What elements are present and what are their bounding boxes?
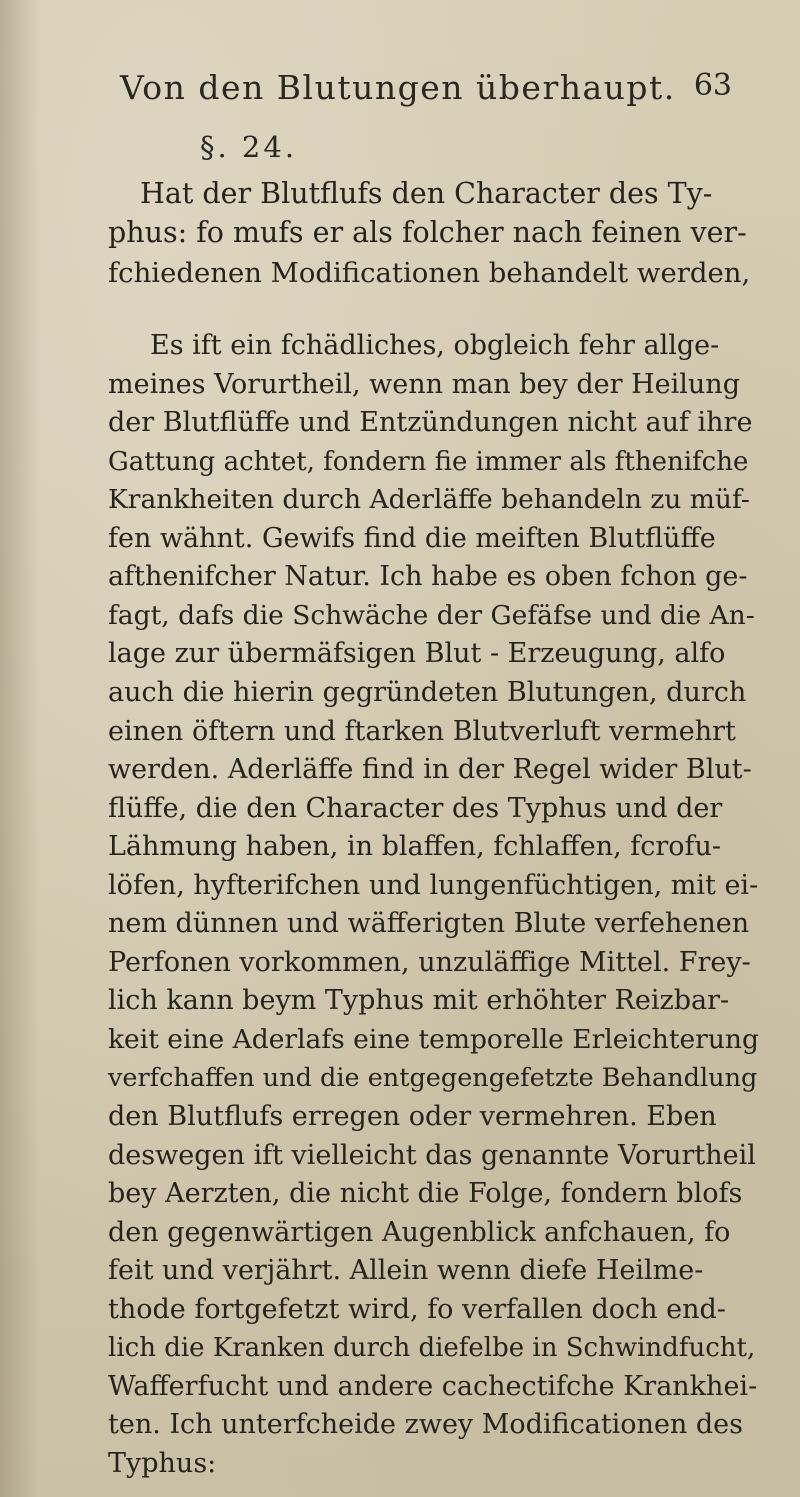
text-line: phus: fo mufs er als folcher nach feinen ver- — [108, 216, 747, 249]
running-head — [120, 68, 732, 112]
text-line: keit eine Aderlafs eine temporelle Erleichterung — [108, 1024, 759, 1055]
text-line: feit und verjährt. Allein wenn diefe Heilme- — [108, 1255, 704, 1286]
text-line: den gegenwärtigen Augenblick anfchauen, fo — [108, 1217, 731, 1248]
text-line: lage zur übermäfsigen Blut - Erzeugung, alfo — [108, 638, 726, 669]
text-line: Wafferfucht und andere cachectifche Krankhei- — [108, 1371, 758, 1402]
text-line: auch die hierin gegründeten Blutungen, durch — [108, 677, 747, 708]
text-line: Perfonen vorkommen, unzuläffige Mittel. Frey- — [108, 947, 751, 978]
text-line: Gattung achtet, fondern fie immer als fthenifche — [108, 447, 749, 477]
text-line: werden. Aderläffe find in der Regel wider Blut- — [108, 754, 752, 785]
section-heading: §. 24. — [200, 130, 298, 164]
text-line: nem dünnen und wäfferigten Blute verfehenen — [108, 908, 750, 939]
text-line: afthenifcher Natur. Ich habe es oben fchon ge- — [108, 561, 748, 592]
text-line: der Blutflüffe und Entzündungen nicht auf ihre — [108, 407, 753, 438]
text-line: lich die Kranken durch diefelbe in Schwindfucht, — [108, 1333, 756, 1363]
text-line: flüffe, die den Character des Typhus und der — [108, 793, 723, 824]
text-line: fen wähnt. Gewifs find die meiften Blutflüffe — [108, 523, 716, 554]
text-line: ten. Ich unterfcheide zwey Modificationen des — [108, 1409, 744, 1440]
text-line: Lähmung haben, in blaffen, fchlaffen, fcrofu- — [108, 831, 722, 862]
text-line: fchiedenen Modificationen behandelt werden, — [108, 257, 751, 289]
text-line: Es ift ein fchädliches, obgleich fehr allge- — [150, 330, 720, 361]
text-line: Hat der Blutflufs den Character des Ty- — [140, 177, 713, 210]
page-edge-shadow — [0, 0, 40, 1497]
text-line: löfen, hyfterifchen und lungenfüchtigen, mit ei- — [108, 870, 759, 901]
text-line: meines Vorurtheil, wenn man bey der Heilung — [108, 369, 740, 400]
text-line: den Blutflufs erregen oder vermehren. Eben — [108, 1101, 717, 1132]
text-line: lich kann beym Typhus mit erhöhter Reizbar- — [108, 985, 730, 1016]
text-line: deswegen ift vielleicht das genannte Vorurtheil — [108, 1140, 756, 1171]
text-line: einen öftern und ftarken Blutverluft vermehrt — [108, 716, 736, 747]
text-line: Krankheiten durch Aderläffe behandeln zu müf- — [108, 484, 750, 515]
text-line: verfchaffen und die entgegengefetzte Behandlung — [108, 1063, 758, 1093]
text-line: Typhus: — [108, 1448, 217, 1479]
running-head-title: Von den Blutungen überhaupt. — [120, 68, 676, 107]
text-line: thode fortgefetzt wird, fo verfallen doch end- — [108, 1294, 726, 1325]
text-line: fagt, dafs die Schwäche der Gefäfse und die An- — [108, 600, 755, 631]
page-number: 63 — [693, 68, 732, 103]
text-line: bey Aerzten, die nicht die Folge, fondern blofs — [108, 1178, 743, 1209]
